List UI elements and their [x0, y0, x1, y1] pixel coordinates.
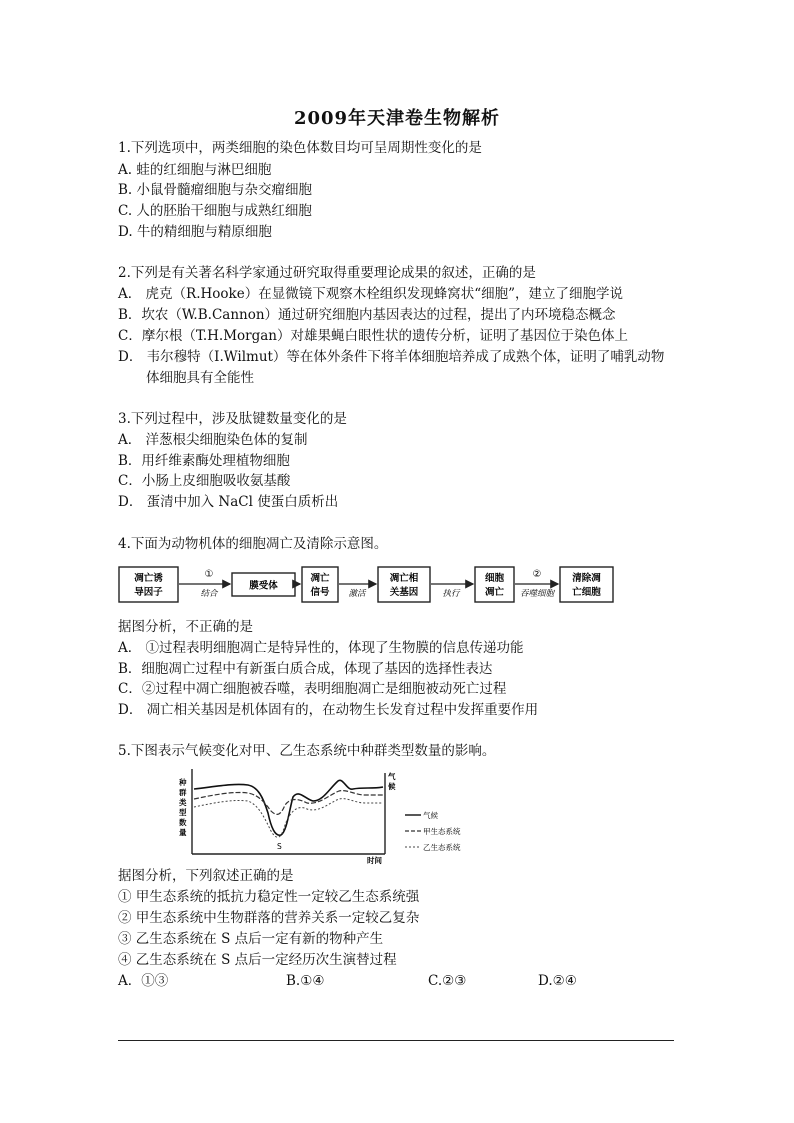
- q3-option-a: A． 洋葱根尖细胞染色体的复制: [118, 432, 308, 448]
- chart-y-label: [178, 777, 189, 837]
- q1-option-b: B. 小鼠骨髓瘤细胞与杂交瘤细胞: [118, 182, 313, 198]
- climate-ecosystem-chart: [173, 765, 492, 865]
- ecosystem-yi-curve: [194, 799, 383, 838]
- flow-box-inducer: [119, 567, 178, 602]
- q2-option-a: A． 虎克（R.Hooke）在显微镜下观察木栓组织发现蜂窝状“细胞”，建立了细胞学说: [118, 286, 623, 302]
- q4-stem: 4.下面为动物机体的细胞凋亡及清除示意图。: [118, 536, 388, 552]
- flow-label-phagocyte: 吞噬细胞: [519, 589, 555, 599]
- y-label-char-0: 种: [179, 778, 187, 787]
- q2-stem: 2.下列是有关著名科学家通过研究取得重要理论成果的叙述，正确的是: [118, 265, 536, 281]
- flow-step-1-marker: ①: [204, 569, 214, 580]
- y-label-char-1: 群: [179, 788, 187, 797]
- apoptosis-flow-diagram: [117, 563, 615, 605]
- q4-option-b: B．细胞凋亡过程中有新蛋白质合成，体现了基因的选择性表达: [118, 661, 493, 677]
- flow-label-activate: 激活: [348, 589, 366, 599]
- q4-option-a: A． ①过程表明细胞凋亡是特异性的，体现了生物膜的信息传递功能: [118, 640, 524, 656]
- q1-stem: 1.下列选项中，两类细胞的染色体数目均可呈周期性变化的是: [118, 140, 482, 156]
- flow-box-clearance-line2: 亡细胞: [572, 587, 601, 598]
- q3-stem: 3.下列过程中，涉及肽键数量变化的是: [118, 411, 347, 427]
- flow-step-2-marker: ②: [532, 569, 542, 580]
- y-label-char-3: 型: [179, 808, 187, 817]
- q3-option-c: C．小肠上皮细胞吸收氨基酸: [118, 473, 291, 489]
- flow-box-inducer-line1: 凋亡诱: [134, 573, 163, 584]
- flow-box-receptor: [232, 573, 295, 596]
- q4-lead: 据图分析，不正确的是: [118, 619, 253, 635]
- flow-label-execute: 执行: [442, 589, 460, 599]
- q5-statement-2: ② 甲生态系统中生物群落的营养关系一定较乙复杂: [118, 910, 420, 926]
- q5-statement-3: ③ 乙生态系统在 S 点后一定有新的物种产生: [118, 931, 384, 947]
- bottom-rule: [118, 1040, 674, 1041]
- q4-option-c: C．②过程中凋亡细胞被吞噬，表明细胞凋亡是细胞被动死亡过程: [118, 681, 507, 697]
- flow-box-genes-line1: 凋亡相: [389, 573, 419, 584]
- chart-right-label: [388, 771, 398, 791]
- q5-statement-4: ④ 乙生态系统在 S 点后一定经历次生演替过程: [118, 952, 397, 968]
- flow-box-apoptosis-line2: 凋亡: [484, 587, 505, 598]
- q4-option-d: D． 凋亡相关基因是机体固有的，在动物生长发育过程中发挥重要作用: [118, 702, 539, 718]
- q2-option-d-continued: 体细胞具有全能性: [146, 370, 254, 386]
- ecosystem-jia-curve: [194, 791, 383, 815]
- legend-jia: 甲生态系统: [423, 827, 461, 836]
- q5-stem: 5.下图表示气候变化对甲、乙生态系统中种群类型数量的影响。: [118, 743, 496, 759]
- q5-choice-c: C.②③: [428, 973, 467, 989]
- q3-option-b: B．用纤维素酶处理植物细胞: [118, 453, 290, 469]
- flow-box-clearance: [560, 567, 613, 602]
- flow-box-genes-line2: 关基因: [389, 587, 419, 598]
- q5-lead: 据图分析，下列叙述正确的是: [118, 868, 294, 884]
- q2-option-d: D． 韦尔穆特（I.Wilmut）等在体外条件下将羊体细胞培养成了成熟个体，证明了哺乳动物: [118, 349, 665, 365]
- flow-box-apoptosis-line1: 细胞: [484, 573, 505, 584]
- q5-statement-1: ① 甲生态系统的抵抗力稳定性一定较乙生态系统强: [118, 889, 420, 905]
- flow-label-bind: 结合: [200, 589, 218, 599]
- q5-choice-a: A．①③: [118, 973, 169, 989]
- flow-box-clearance-line1: 清除凋: [572, 573, 601, 584]
- chart-legend: [405, 810, 461, 852]
- right-label-char-0: 气: [388, 772, 396, 781]
- y-label-char-4: 数: [179, 818, 187, 827]
- legend-yi: 乙生态系统: [423, 843, 461, 852]
- q1-option-a: A. 蛙的红细胞与淋巴细胞: [118, 162, 272, 178]
- page-title: 2009年天津卷生物解析: [293, 108, 501, 129]
- y-label-char-2: 类: [179, 798, 187, 807]
- chart-x-label: 时间: [367, 856, 382, 865]
- q1-option-d: D. 牛的精细胞与精原细胞: [118, 224, 272, 240]
- flow-box-inducer-line2: 导因子: [134, 587, 163, 598]
- legend-climate: 气候: [423, 811, 438, 820]
- chart-point-s: S: [277, 842, 282, 851]
- flow-box-signal: [302, 567, 338, 602]
- flow-box-apoptosis: [475, 567, 514, 602]
- q2-option-c: C．摩尔根（T.H.Morgan）对雄果蝇白眼性状的遗传分析，证明了基因位于染色体上: [118, 328, 628, 344]
- flow-box-signal-line2: 信号: [310, 587, 330, 598]
- q3-option-d: D． 蛋清中加入 NaCl 使蛋白质析出: [118, 494, 339, 510]
- flow-box-receptor-label: 膜受体: [249, 580, 278, 592]
- q2-option-b: B．坎农（W.B.Cannon）通过研究细胞内基因表达的过程，提出了内环境稳态概念: [118, 307, 616, 323]
- q5-choice-d: D.②④: [538, 973, 577, 989]
- y-label-char-5: 量: [179, 828, 187, 837]
- q1-option-c: C. 人的胚胎干细胞与成熟红细胞: [118, 203, 312, 219]
- climate-curve: [194, 780, 383, 835]
- flow-box-signal-line1: 凋亡: [310, 573, 330, 584]
- right-label-char-1: 候: [388, 782, 396, 791]
- q5-choice-b: B.①④: [286, 973, 325, 989]
- flow-box-genes: [378, 567, 430, 602]
